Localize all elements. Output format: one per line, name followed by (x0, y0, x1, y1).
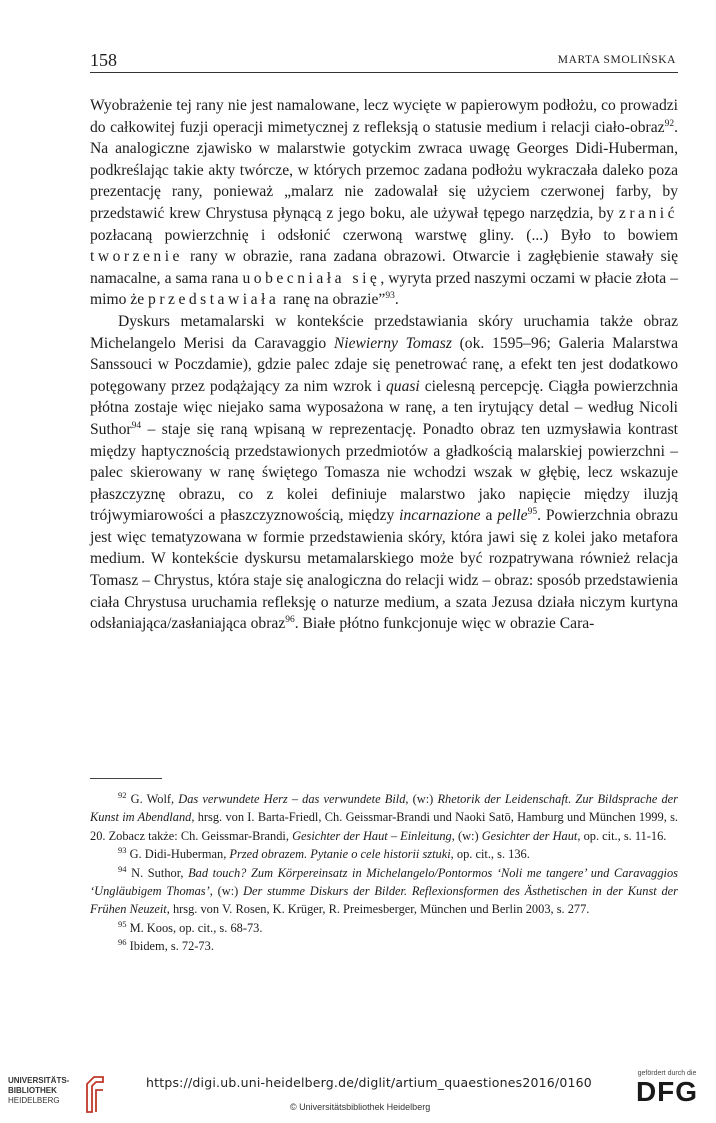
text-run: , (w:) (451, 828, 482, 843)
text-run: cielesną percepcję. Ciągła powierzchnia płótna zostaje więc niejako sama wyposażona w ranę, a ten irytujący detal – według Nicoli Suthor (90, 377, 678, 438)
footnote-rule (90, 778, 162, 779)
text-run: . Białe płótno funkcjonuje więc w obrazie Cara- (294, 615, 595, 633)
copyright-notice: © Universitätsbibliothek Heidelberg (290, 1102, 431, 1112)
text-run: a (480, 507, 498, 525)
italic-word: pelle (497, 507, 528, 525)
text-run: Dyskurs metamalarski w kontekście przedstawiania skóry uruchamia także obraz Michelangelo Merisi da Caravaggio (90, 312, 678, 352)
text-run: G. Wolf, (126, 792, 179, 806)
footnote-92 (90, 790, 678, 845)
text-run: pozłacaną powierzchnię i odsłonić czerwoną warstwę gliny. (...) Było to bowiem (90, 226, 678, 244)
logo-line: HEIDELBERG (8, 1096, 60, 1105)
page-header (90, 50, 678, 74)
running-head: MARTA SMOLIŃSKA (557, 54, 676, 66)
footnote-94 (90, 864, 678, 919)
text-run: , (w:) (209, 884, 244, 899)
text-run: G. Didi-Huberman, (126, 847, 230, 862)
spaced-word: przedstawiała (148, 291, 280, 309)
footnote-93 (90, 845, 678, 863)
spaced-word: uobecniała się (242, 269, 381, 287)
page-number: 158 (90, 50, 117, 70)
text-run: , (w:) (405, 792, 438, 806)
dfg-logo (628, 1070, 706, 1114)
logo-line: BIBLIOTHEK (8, 1086, 57, 1095)
text-run: . Powierzchnia obrazu jest więc tematyzowana w formie przedstawienia skóry, która jawi się z kolei jako metafora medium. W kontekście dyskursu metamalarskiego może być rozpatrywana również relacja Tomasz – Chrystus, która staje się analogiczna do relacji widz – obraz: sposób przedstawienia ciała Chrystusa uruchamia refleksję o naturze medium, a szata Jezusa działa niczym kurtyna odsłaniająca/zasłaniająca obraz (90, 507, 678, 633)
footnote-96 (90, 937, 678, 955)
viewer-footer (0, 1064, 716, 1123)
text-run: , hrsg. von V. Rosen, K. Krüger, R. Preimesberger, München und Berlin 2003, s. 277. (166, 902, 590, 917)
text-run: M. Koos, op. cit., s. 68-73. (126, 920, 263, 935)
logo-text (8, 1076, 69, 1106)
footnote-ref-96[interactable]: 96 (285, 615, 295, 626)
text-run: Ibidem, s. 72-73. (126, 939, 214, 954)
italic-title: Gesichter der Haut – Einleitung (292, 828, 452, 843)
logo-line: UNIVERSITÄTS- (8, 1076, 70, 1085)
paragraph-1 (90, 95, 678, 311)
italic-title: Rhetorik der Leidenschaft. Zur Bildsprache der Kunst im Abendland (90, 792, 678, 825)
text-run: , wyryta przed naszymi oczami w płacie złota – mimo że (90, 269, 678, 309)
dfg-wordmark: DFG (635, 1076, 699, 1107)
paragraph-2 (90, 311, 678, 635)
text-run: , op. cit., s. 11-16. (577, 828, 667, 843)
italic-title: Przed obrazem. Pytanie o cele historii sztuki (229, 847, 451, 862)
text-run: , hrsg. von I. Barta-Friedl, Ch. Geissmar-Brandi und Naoki Satō, Hamburg und München 1999, s. 20. Zobacz także: Ch. Geissmar-Brandi, (90, 810, 678, 843)
footnote-95 (90, 919, 678, 937)
italic-word: incarnazione (399, 507, 481, 525)
text-run: (ok. 1595–96; Galeria Malarstwa Sanssouci w Poczdamie), gdzie palec zdaje się penetrować ranę, a efekt ten jest dodatkowo potęgowany przez podążający za nim wzrok i (90, 334, 678, 395)
text-run: . (394, 291, 399, 309)
university-library-logo[interactable] (8, 1074, 108, 1114)
text-run: – staje się raną wpisaną w reprezentację. Ponadto obraz ten uzmysławia kontrast między haptycznością przedstawionych przedmiotów a gładkością malarskiej powierzchni – palec skierowany w ranę świętego Tomasza nie wchodzi wszak w głębię, lecz wskazuje płaszczyznę obrazu, co z kolei definiuje malarstwo jako napięcie między iluzją trójwymiarowości a płaszczyznowością, między (90, 420, 678, 525)
footnote-number: 94 (118, 863, 127, 874)
italic-title: Der stumme Diskurs der Bilder. Reflexionsformen des Ästhetischen in der Kunst der Frühen Neuzeit (90, 884, 679, 917)
permalink-url[interactable]: https://digi.ub.uni-heidelberg.de/diglit/artium_quaestiones2016/0160 (146, 1075, 592, 1090)
italic-title: Bad touch? Zum Körpereinsatz in Michelangelo/Pontormos ‘Noli me tangere’ und Caravaggios ‘Ungläubigem Thomas’ (90, 865, 678, 899)
italic-title: Das verwundete Herz – das verwundete Bild (178, 792, 406, 806)
footnote-number: 93 (118, 845, 127, 856)
footnote-number: 96 (118, 937, 127, 948)
body-text (90, 95, 678, 635)
text-run: N. Suthor, (126, 865, 189, 880)
spaced-word: zranić (618, 204, 678, 222)
footnote-ref-94[interactable]: 94 (131, 420, 142, 431)
text-run: . Na analogiczne zjawisko w malarstwie gotyckim zwraca uwagę Georges Didi-Huberman, podkreślając takie akty twórcze, w których przemoc zadana podłożu wykraczała daleko poza prezentację rany, ponieważ „malarz nie zadowalał się użyciem czerwonej farby, by przedstawić krew Chrystusa płynącą z jego boku, ale używał tępego narzędzia, by (90, 118, 678, 222)
text-run: Wyobrażenie tej rany nie jest namalowane, lecz wycięte w papierowym podłożu, co prowadzi do całkowitej fuzji operacji mimetycznej z refleksją o statusie medium i relacji ciało-obraz (90, 97, 678, 136)
italic-word: quasi (385, 377, 420, 395)
footnote-number: 95 (118, 918, 127, 929)
footnote-ref-95[interactable]: 95 (527, 507, 538, 518)
footnotes (90, 790, 678, 956)
library-mark-icon (84, 1074, 106, 1114)
italic-title: Niewierny Tomasz (333, 334, 452, 352)
text-run: rany w obrazie, rana zadana obrazowi. Otwarcie i zagłębienie stawały się namacalne, a sama rana (90, 248, 678, 287)
footnote-ref-92[interactable]: 92 (664, 118, 675, 129)
footnote-number: 92 (118, 789, 127, 800)
header-rule (90, 72, 678, 73)
dfg-caption: gefördert durch die (637, 1070, 697, 1077)
italic-title: Gesichter der Haut (481, 828, 578, 843)
text-run: ranę na obrazie” (279, 291, 386, 309)
text-run: , op. cit., s. 136. (450, 847, 530, 862)
spaced-word: tworzenie (90, 248, 183, 266)
footnote-ref-93[interactable]: 93 (385, 291, 395, 302)
